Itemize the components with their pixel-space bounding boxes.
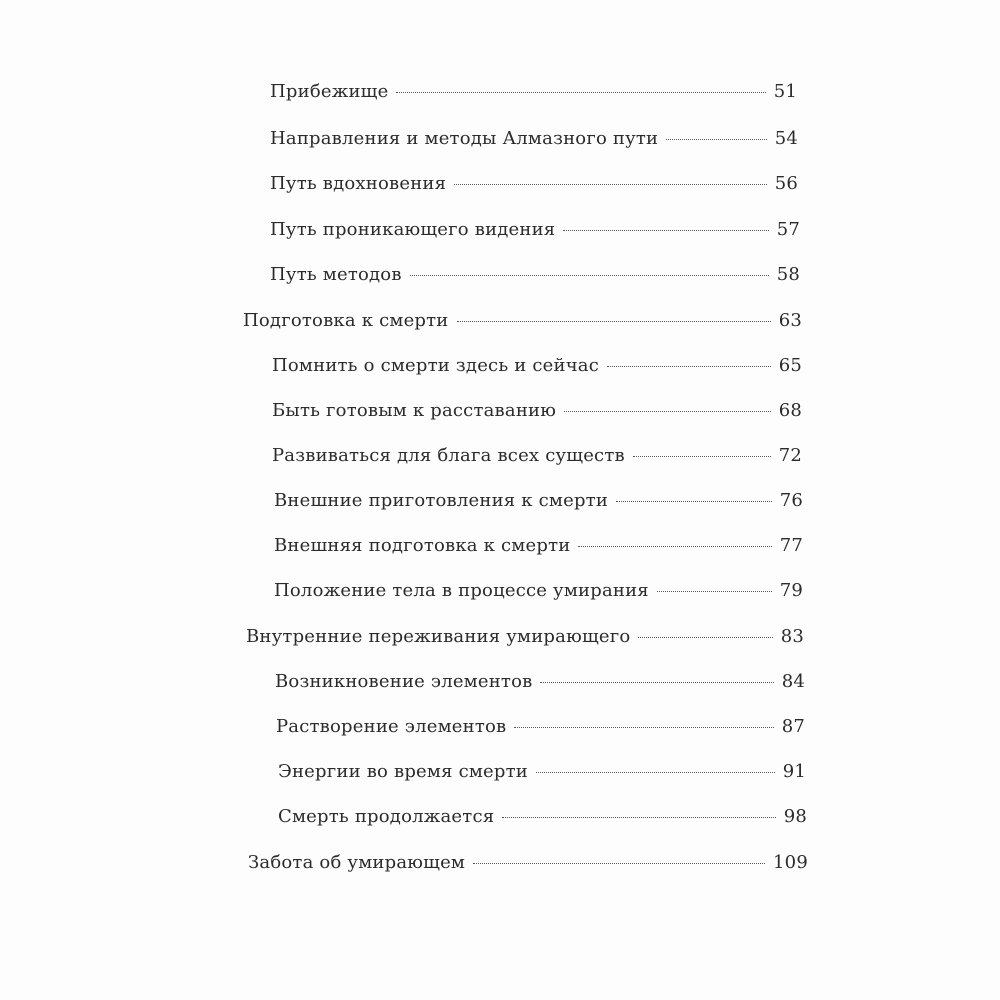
toc-entry-page: 76 (779, 490, 803, 511)
toc-entry (278, 761, 806, 783)
toc-entry-title: Положение тела в процессе умирания (274, 580, 649, 601)
toc-entry (270, 81, 797, 103)
toc-leader (540, 682, 773, 683)
toc-entry-title: Энергии во время смерти (278, 761, 528, 782)
toc-entry-page: 83 (780, 626, 804, 647)
toc-entry-title: Быть готовым к расставанию (272, 400, 557, 421)
toc-entry-title: Подготовка к смерти (243, 310, 449, 331)
toc-leader (564, 411, 771, 412)
toc-entry (276, 716, 805, 738)
toc-entry (270, 264, 800, 286)
toc-entry-page: 65 (778, 355, 802, 376)
toc-entry-page: 63 (778, 310, 802, 331)
toc-entry-page: 68 (778, 400, 802, 421)
toc-leader (578, 546, 771, 547)
toc-entry-page: 54 (774, 128, 798, 149)
toc-entry (270, 219, 800, 241)
toc-entry-page: 72 (778, 445, 802, 466)
toc-leader (396, 92, 765, 93)
toc-entry (246, 626, 804, 648)
toc-leader (536, 772, 775, 773)
toc-entry (274, 490, 803, 512)
toc-leader (457, 321, 771, 322)
toc-entry-page: 91 (782, 761, 806, 782)
toc-entry-title: Возникновение элементов (275, 671, 533, 692)
toc-entry-title: Растворение элементов (276, 716, 507, 737)
toc-entry-title: Путь методов (270, 264, 402, 285)
toc-entry-page: 51 (773, 81, 797, 102)
toc-entry-title: Помнить о смерти здесь и сейчас (272, 355, 600, 376)
toc-entry (248, 852, 808, 874)
toc-entry-page: 57 (776, 219, 800, 240)
toc-entry-title: Внешняя подготовка к смерти (274, 535, 571, 556)
toc-leader (607, 366, 771, 367)
toc-entry (272, 445, 802, 467)
toc-entry-title: Путь проникающего видения (270, 219, 556, 240)
toc-entry (275, 671, 805, 693)
toc-entry-title: Забота об умирающем (248, 852, 466, 873)
toc-entry (272, 400, 802, 422)
toc-entry-page: 77 (779, 535, 803, 556)
toc-leader (502, 817, 775, 818)
toc-entry-title: Прибежище (270, 81, 389, 102)
toc-entry-page: 109 (773, 852, 808, 873)
toc-leader (454, 184, 767, 185)
toc-entry-page: 56 (774, 173, 798, 194)
toc-leader (410, 275, 769, 276)
toc-leader (657, 591, 772, 592)
toc-entry-page: 84 (781, 671, 805, 692)
toc-entry-title: Внутренние переживания умирающего (246, 626, 631, 647)
toc-leader (473, 863, 765, 864)
toc-entry-title: Путь вдохновения (270, 173, 447, 194)
toc-leader (638, 637, 772, 638)
toc-entry (274, 535, 803, 557)
toc-leader (563, 230, 768, 231)
toc-entry-page: 58 (776, 264, 800, 285)
toc-leader (633, 456, 771, 457)
toc-entry-page: 79 (779, 580, 803, 601)
toc-entry (270, 173, 798, 195)
toc-leader (616, 501, 772, 502)
toc-entry-page: 98 (783, 806, 807, 827)
toc-leader (666, 139, 766, 140)
toc-entry-title: Направления и методы Алмазного пути (270, 128, 659, 149)
toc-entry-title: Внешние приготовления к смерти (274, 490, 609, 511)
toc-entry-page: 87 (781, 716, 805, 737)
toc-entry (270, 128, 798, 150)
toc-entry (243, 310, 802, 332)
toc-entry (274, 580, 803, 602)
toc-entry (272, 355, 802, 377)
toc-entry-title: Смерть продолжается (278, 806, 495, 827)
toc-leader (514, 727, 773, 728)
toc-entry-title: Развиваться для блага всех существ (272, 445, 625, 466)
toc-entry (278, 806, 807, 828)
